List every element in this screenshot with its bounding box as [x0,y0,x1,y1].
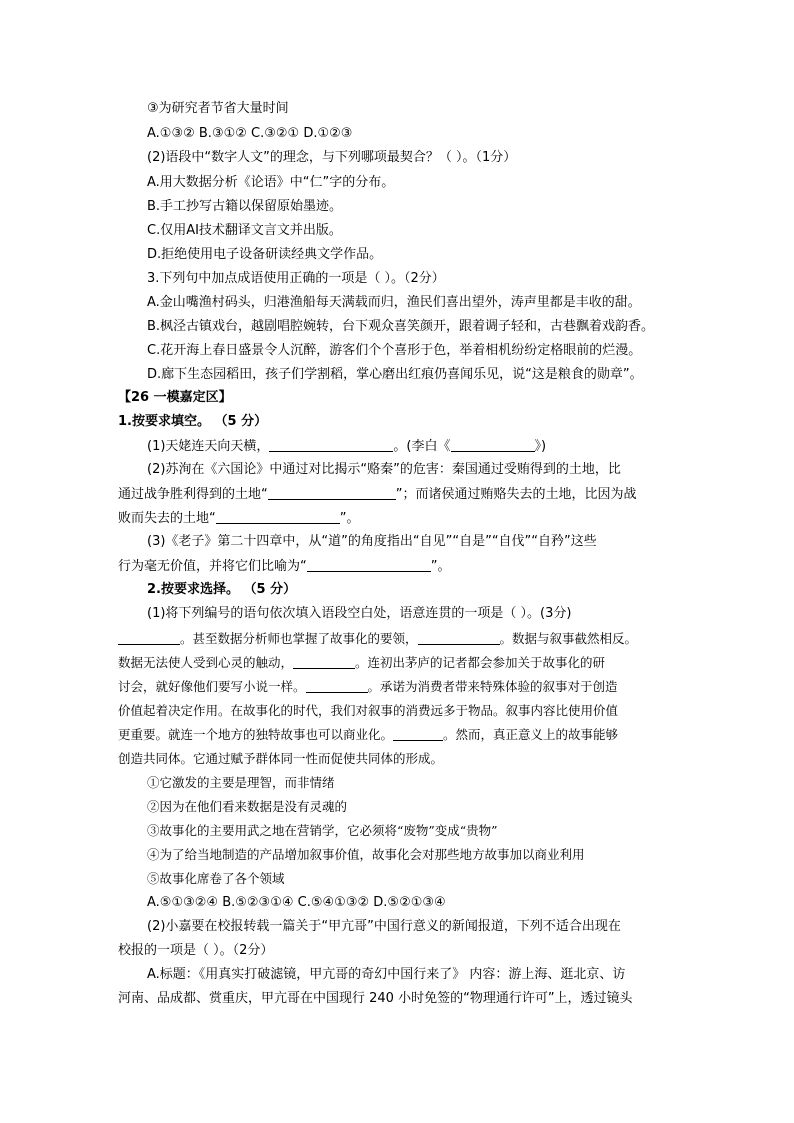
answer-choice: A.标题：《用真实打破滤镜，甲亢哥的奇幻中国行来了》 内容：游上海、逛北京、访 [147,967,626,982]
answer-choice-continued: 河南、品成都、赏重庆，甲亢哥在中国现行 240 小时免签的“物理通行许可”上，透过镜头 [118,991,633,1006]
question-text: (2)苏洵在《六国论》中通过对比揭示“赂秦”的危害：秦国通过受贿得到的土地，比 [147,462,621,477]
passage-line: 。甚至数据分析师也掌握了故事化的要领， 。数据与叙事截然相反。 [118,630,637,648]
option-line: ③为研究者节省大量时间 [147,101,289,116]
answer-choices: A.⑤①③②④ B.⑤②③①④ C.⑤④①③② D.⑤②①③④ [147,895,446,910]
answer-blank[interactable] [393,726,443,741]
numbered-sentence: ①它激发的主要是理智，而非情绪 [147,775,335,790]
numbered-sentence: ⑤故事化席卷了各个领域 [147,871,285,886]
answer-blank[interactable] [451,437,535,452]
answer-blank[interactable] [418,630,500,645]
answer-choice: B.手工抄写古籍以保留原始墨迹。 [147,199,343,214]
fill-blank-line: (1)天姥连天向天横， 。(李白《 》) [147,439,547,454]
numbered-sentence: ④为了给当地制造的产品增加叙事价值，故事化会对那些地方故事加以商业利用 [147,847,585,862]
section-heading: 【26 一模嘉定区】 [118,390,232,405]
answer-choice: A.金山嘴渔村码头，归港渔船每天满载而归，渔民们喜出望外，涛声里都是丰收的甜。 [147,295,641,310]
answer-choice: D.廊下生态园稻田，孩子们学割稻，掌心磨出红痕仍喜闻乐见，说“这是粮食的勋章”。 [147,367,643,382]
fill-blank-line: 通过战争胜利得到的土地“ ”；而诸侯通过贿赂失去的土地，比因为战 [118,487,637,502]
passage-line: 价值起着决定作用。在故事化的时代，我们对叙事的消费远多于物品。叙事内容比使用价值 [118,703,619,718]
question-text: (3)《老子》第二十四章中，从“道”的角度指出“自见”“自是”“自伐”“自矜”这些 [147,534,597,549]
answer-blank[interactable] [118,630,180,645]
question-heading: 2.按要求选择。 （5 分） [147,582,297,597]
fill-blank-line: 行为毫无价值，并将它们比喻为“ ”。 [118,559,451,574]
question-text: (2)小嘉要在校报转载一篇关于“甲亢哥”中国行意义的新闻报道，下列不适合出现在 [147,919,621,934]
answer-choice: A.用大数据分析《论语》中“仁”字的分布。 [147,175,395,190]
question-text: (2)语段中“数字人文”的理念，与下列哪项最契合？（ ）。（1分） [147,150,517,165]
question-text: 校报的一项是（ ）。（2分） [118,943,274,958]
question-text: 3.下列句中加点成语使用正确的一项是（ ）。（2分） [147,271,445,286]
numbered-sentence: ③故事化的主要用武之地在营销学，它必须将“废物”变成“贵物” [147,823,498,838]
answer-choice: C.仅用AI技术翻译文言文并出版。 [147,223,342,238]
answer-blank[interactable] [293,654,355,669]
answer-choices: A.①③② B.③①② C.③②① D.①②③ [147,126,353,141]
answer-choice: D.拒绝使用电子设备研读经典文学作品。 [147,247,383,262]
fill-blank-line: 败而失去的土地“ ”。 [118,511,360,526]
numbered-sentence: ②因为在他们看来数据是没有灵魂的 [147,799,348,814]
answer-choice: B.枫泾古镇戏台，越剧唱腔婉转，台下观众喜笑颜开，跟着调子轻和，古巷飘着戏韵香。 [147,319,655,334]
answer-blank[interactable] [307,557,431,572]
answer-blank[interactable] [268,485,396,500]
answer-blank[interactable] [216,509,340,524]
answer-blank[interactable] [269,437,393,452]
question-heading: 1.按要求填空。 （5 分） [118,414,268,429]
answer-blank[interactable] [306,678,368,693]
answer-choice: C.花开海上春日盛景令人沉醉，游客们个个喜形于色，举着相机纷纷定格眼前的烂漫。 [147,343,642,358]
question-text: (1)将下列编号的语句依次填入语段空白处，语意连贯的一项是（ ）。(3分) [147,606,572,621]
passage-line: 数据无法使人受到心灵的触动， 。连初出茅庐的记者都会参加关于故事化的研 [118,655,606,670]
passage-line: 创造共同体。它通过赋予群体同一性而促使共同体的形成。 [118,751,444,766]
passage-line: 讨会，就好像他们要写小说一样。 。承诺为消费者带来特殊体验的叙事对于创造 [118,679,618,694]
passage-line: 更重要。就连一个地方的独特故事也可以商业化。 。然而，真正意义上的故事能够 [118,727,619,742]
